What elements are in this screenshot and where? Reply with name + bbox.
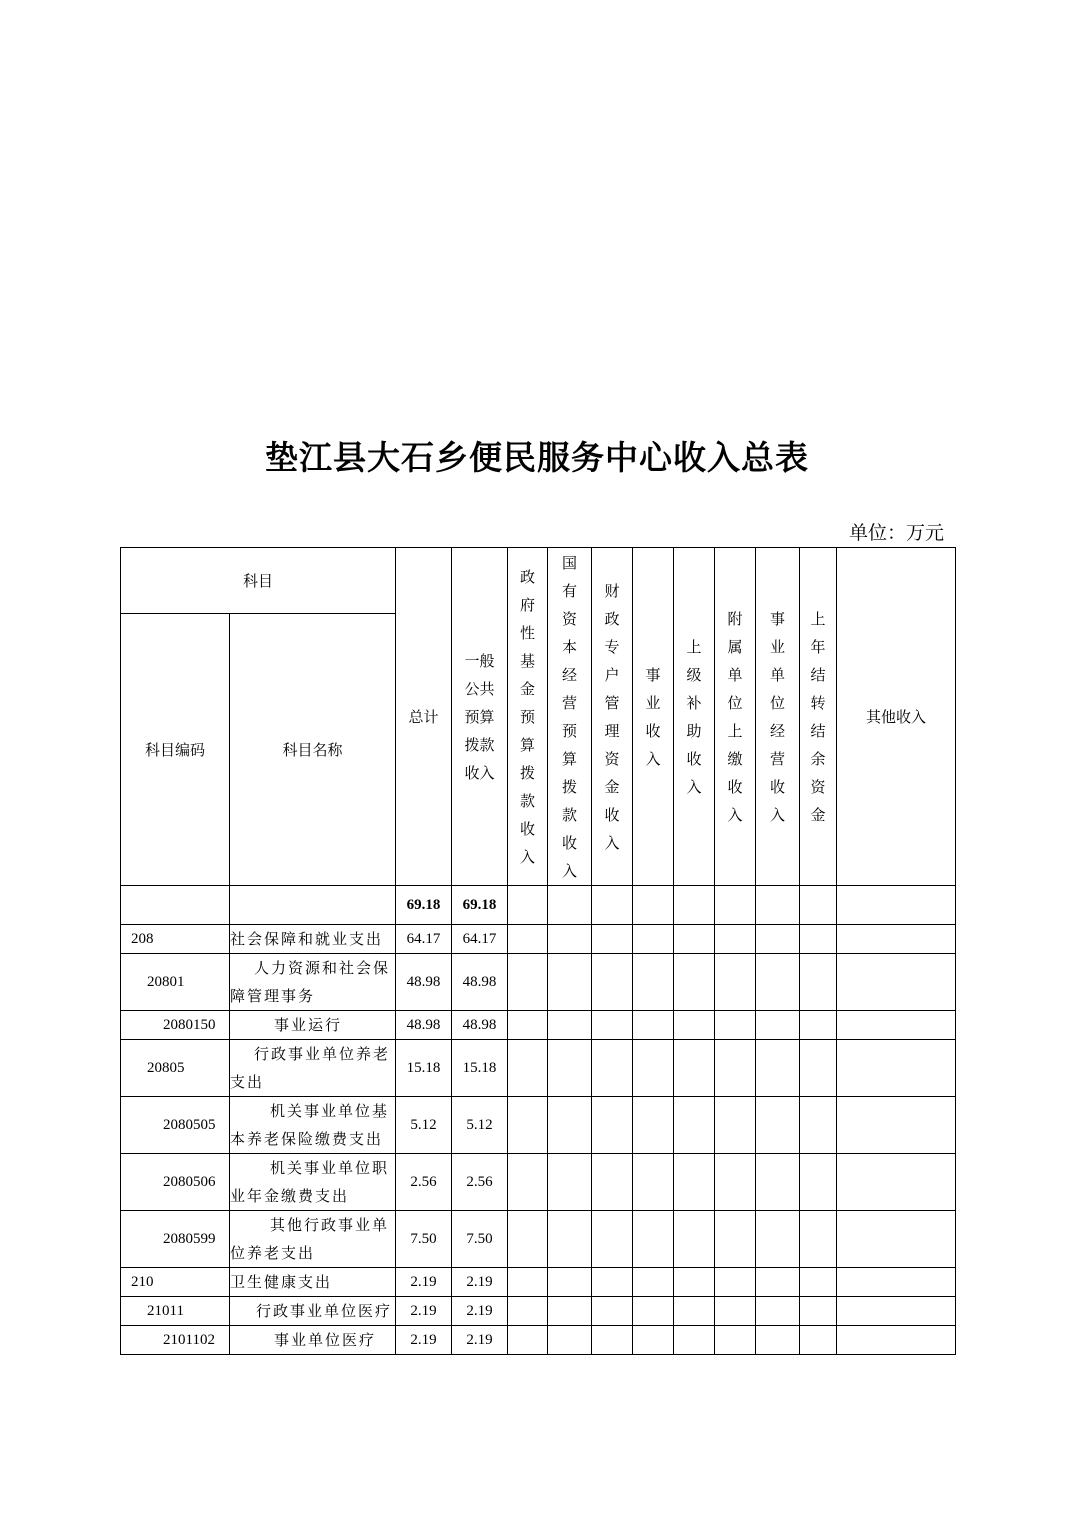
total-name-cell <box>230 886 396 925</box>
total-general-budget: 69.18 <box>452 886 508 925</box>
row-total: 15.18 <box>396 1040 452 1097</box>
row-general-budget: 5.12 <box>452 1097 508 1154</box>
row-general-budget: 48.98 <box>452 1011 508 1040</box>
header-superior-subsidy <box>674 548 715 886</box>
header-state-capital <box>548 548 592 886</box>
header-fiscal-special <box>592 548 633 886</box>
row-code: 210 <box>121 1268 230 1297</box>
header-operating-text: 事业单位经营收入 <box>770 609 786 824</box>
header-subject: 科目 <box>121 548 396 614</box>
row-name: 机关事业单位基本养老保险缴费支出 <box>230 1097 396 1154</box>
header-code: 科目编码 <box>121 614 230 886</box>
header-business-text: 事业收入 <box>645 665 661 768</box>
row-code: 2080506 <box>121 1154 230 1211</box>
row-general-budget: 7.50 <box>452 1211 508 1268</box>
row-code: 2080150 <box>121 1011 230 1040</box>
table-row <box>121 1211 956 1268</box>
row-general-budget: 64.17 <box>452 925 508 954</box>
row-name: 行政事业单位医疗 <box>230 1297 396 1326</box>
row-general-budget: 2.56 <box>452 1154 508 1211</box>
header-gov-fund <box>508 548 548 886</box>
header-row-1 <box>121 548 956 614</box>
row-general-budget: 2.19 <box>452 1268 508 1297</box>
row-total: 48.98 <box>396 1011 452 1040</box>
header-carryover-text: 上年结转结余资金 <box>810 609 826 824</box>
table-row <box>121 1097 956 1154</box>
row-name: 事业单位医疗 <box>230 1326 396 1355</box>
total-code-cell <box>121 886 230 925</box>
table-row <box>121 1040 956 1097</box>
table-row <box>121 925 956 954</box>
row-general-budget: 48.98 <box>452 954 508 1011</box>
header-gov-fund-text: 政府性基金预算拨款收入 <box>520 567 536 866</box>
header-affiliated-text: 附属单位上缴收入 <box>727 609 743 824</box>
row-total: 2.56 <box>396 1154 452 1211</box>
row-code: 2080505 <box>121 1097 230 1154</box>
row-code: 208 <box>121 925 230 954</box>
header-total: 总计 <box>396 548 452 886</box>
header-carryover <box>800 548 837 886</box>
row-total: 64.17 <box>396 925 452 954</box>
header-operating <box>756 548 800 886</box>
row-code: 21011 <box>121 1297 230 1326</box>
row-total: 5.12 <box>396 1097 452 1154</box>
row-total: 2.19 <box>396 1326 452 1355</box>
row-code: 2101102 <box>121 1326 230 1355</box>
row-name: 行政事业单位养老支出 <box>230 1040 396 1097</box>
row-name: 卫生健康支出 <box>230 1268 396 1297</box>
row-code: 20801 <box>121 954 230 1011</box>
total-row <box>121 886 956 925</box>
total-total: 69.18 <box>396 886 452 925</box>
header-name: 科目名称 <box>230 614 396 886</box>
row-name: 事业运行 <box>230 1011 396 1040</box>
table-row <box>121 1011 956 1040</box>
table-row <box>121 954 956 1011</box>
header-affiliated <box>715 548 756 886</box>
row-general-budget: 2.19 <box>452 1326 508 1355</box>
row-code: 2080599 <box>121 1211 230 1268</box>
table-row <box>121 1297 956 1326</box>
page-title: 垫江县大石乡便民服务中心收入总表 <box>265 438 809 477</box>
table-row <box>121 1326 956 1355</box>
row-code: 20805 <box>121 1040 230 1097</box>
table-row <box>121 1154 956 1211</box>
header-business <box>633 548 674 886</box>
row-general-budget: 15.18 <box>452 1040 508 1097</box>
row-name: 社会保障和就业支出 <box>230 925 396 954</box>
row-total: 7.50 <box>396 1211 452 1268</box>
header-general-budget <box>452 548 508 886</box>
table-row <box>121 1268 956 1297</box>
header-state-capital-text: 国有资本经营预算拨款收入 <box>562 553 578 880</box>
row-name: 其他行政事业单位养老支出 <box>230 1211 396 1268</box>
header-superior-subsidy-text: 上级补助收入 <box>686 637 702 796</box>
row-total: 48.98 <box>396 954 452 1011</box>
row-total: 2.19 <box>396 1268 452 1297</box>
income-table <box>120 547 956 1355</box>
unit-label: 单位：万元 <box>848 522 944 544</box>
row-name: 机关事业单位职业年金缴费支出 <box>230 1154 396 1211</box>
row-name: 人力资源和社会保障管理事务 <box>230 954 396 1011</box>
header-other: 其他收入 <box>837 548 956 886</box>
header-fiscal-special-text: 财政专户管理资金收入 <box>604 581 620 852</box>
row-general-budget: 2.19 <box>452 1297 508 1326</box>
header-general-budget-text: 一般公共预算拨款收入 <box>464 651 495 782</box>
row-total: 2.19 <box>396 1297 452 1326</box>
